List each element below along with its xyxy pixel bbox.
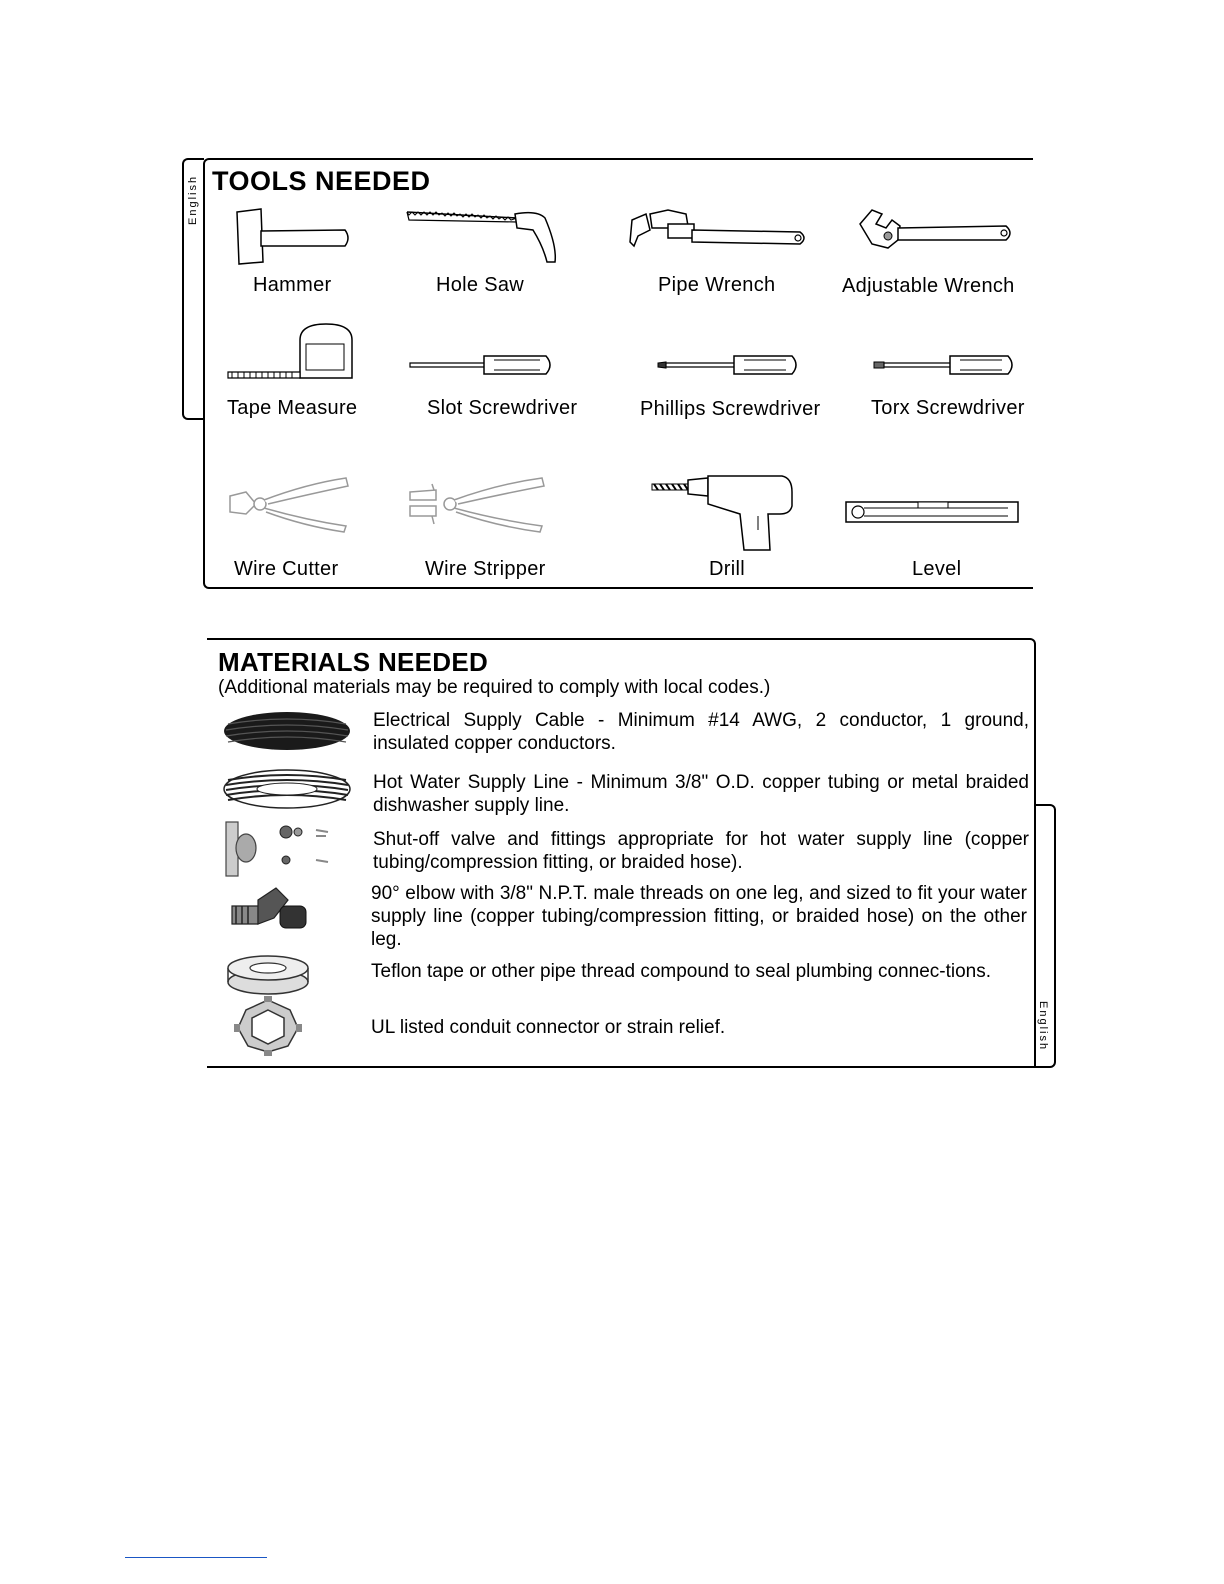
electrical-cable-icon bbox=[222, 710, 352, 752]
material-text-teflon-tape: Teflon tape or other pipe thread compound to seal plumbing connec-tions. bbox=[371, 961, 992, 982]
elbow-fitting-icon bbox=[228, 884, 312, 930]
footer-rule bbox=[125, 1557, 267, 1558]
tool-label-tape-measure: Tape Measure bbox=[227, 397, 358, 419]
tools-needed-title: TOOLS NEEDED bbox=[212, 166, 431, 196]
phillips-screwdriver-icon bbox=[656, 352, 802, 378]
wire-stripper-icon bbox=[408, 474, 548, 536]
tool-label-phillips-screwdriver: Phillips Screwdriver bbox=[640, 398, 821, 420]
tool-label-hammer: Hammer bbox=[253, 274, 332, 296]
tool-label-pipe-wrench: Pipe Wrench bbox=[658, 274, 776, 296]
pipe-wrench-icon bbox=[628, 206, 810, 254]
conduit-connector-icon bbox=[232, 996, 304, 1056]
drill-icon bbox=[650, 472, 800, 554]
hammer-icon bbox=[233, 206, 355, 266]
tape-measure-icon bbox=[226, 322, 358, 382]
tool-label-hole-saw: Hole Saw bbox=[436, 274, 524, 296]
teflon-tape-icon bbox=[224, 952, 312, 998]
shutoff-valve-icon bbox=[224, 818, 334, 880]
language-tab-english-left bbox=[182, 158, 204, 420]
material-text-electrical-cable: Electrical Supply Cable - Minimum #14 AWG, 2 conductor, 1 ground, insulated copper conductors. bbox=[373, 710, 1029, 754]
torx-screwdriver-icon bbox=[872, 352, 1018, 378]
adjustable-wrench-icon bbox=[858, 206, 1016, 252]
level-icon bbox=[844, 498, 1020, 526]
material-text-elbow-fitting: 90° elbow with 3/8" N.P.T. male threads on one leg, and sized to fit your water supply line (copper tubing/compression fitting, or braided hose) on the other leg. bbox=[371, 883, 1027, 950]
tool-label-wire-cutter: Wire Cutter bbox=[234, 558, 339, 580]
language-tab-english-right bbox=[1034, 804, 1056, 1068]
language-tab-label: English bbox=[187, 174, 199, 225]
water-supply-line-icon bbox=[222, 768, 352, 810]
tool-label-drill: Drill bbox=[709, 558, 745, 580]
tool-label-wire-stripper: Wire Stripper bbox=[425, 558, 546, 580]
materials-needed-title: MATERIALS NEEDED bbox=[218, 647, 489, 677]
hole-saw-icon bbox=[405, 206, 565, 268]
language-tab-label: English bbox=[1037, 1001, 1049, 1052]
material-text-shutoff-valve: Shut-off valve and fittings appropriate for hot water supply line (copper tubing/compression fitting, or braided hose). bbox=[373, 829, 1029, 873]
tool-label-slot-screwdriver: Slot Screwdriver bbox=[427, 397, 578, 419]
tool-label-torx-screwdriver: Torx Screwdriver bbox=[871, 397, 1025, 419]
tool-label-adjustable-wrench: Adjustable Wrench bbox=[842, 275, 1015, 297]
wire-cutter-icon bbox=[226, 474, 352, 536]
material-text-conduit-connector: UL listed conduit connector or strain relief. bbox=[371, 1017, 726, 1038]
materials-needed-subtitle: (Additional materials may be required to comply with local codes.) bbox=[218, 677, 771, 698]
material-text-water-supply-line: Hot Water Supply Line - Minimum 3/8" O.D. copper tubing or metal braided dishwasher supply line. bbox=[373, 772, 1029, 816]
slot-screwdriver-icon bbox=[408, 352, 556, 378]
tool-label-level: Level bbox=[912, 558, 962, 580]
